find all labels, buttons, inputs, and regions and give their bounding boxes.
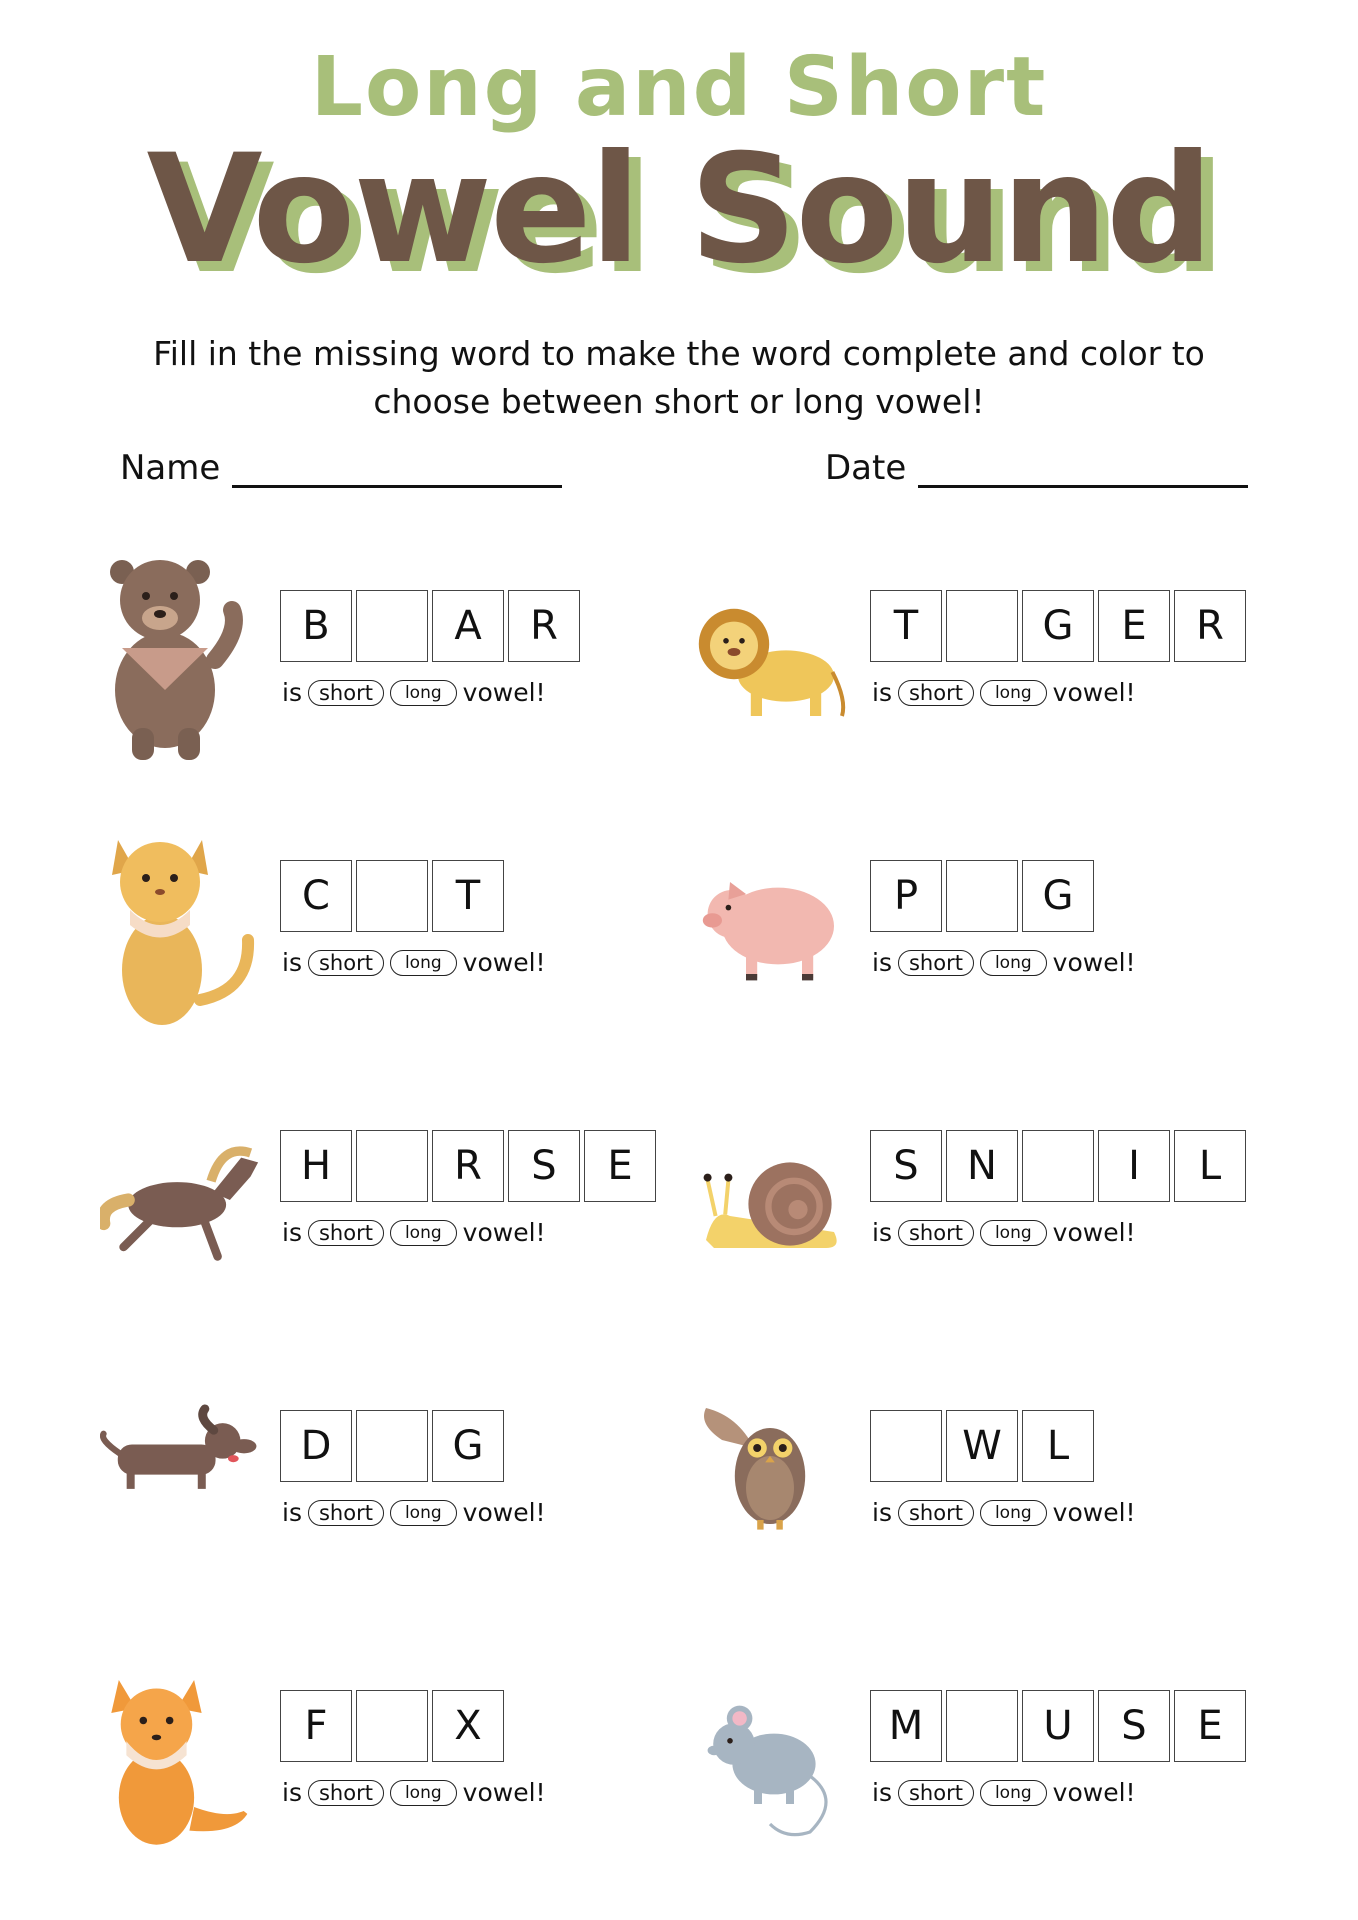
mouse-icon: [690, 1660, 850, 1860]
letter-box: E: [1098, 590, 1170, 662]
vowel-choice: [872, 678, 1136, 707]
lion-icon: [690, 560, 850, 760]
vowel-label: vowel!: [462, 1218, 546, 1247]
long-option[interactable]: long: [390, 1220, 457, 1246]
snail-icon: [690, 1100, 850, 1300]
word-boxes: [870, 1690, 1246, 1762]
letter-box: U: [1022, 1690, 1094, 1762]
letter-box: A: [432, 590, 504, 662]
is-label: is: [872, 1218, 892, 1247]
horse-icon: [100, 1100, 260, 1300]
is-label: is: [282, 1498, 302, 1527]
vowel-choice: [282, 948, 546, 977]
vowel-label: vowel!: [1052, 948, 1136, 977]
vowel-label: vowel!: [462, 1498, 546, 1527]
is-label: is: [872, 1778, 892, 1807]
long-option[interactable]: long: [390, 680, 457, 706]
title-line-2: Vowel Sound: [146, 123, 1212, 297]
word-boxes: [870, 860, 1094, 932]
vowel-label: vowel!: [462, 948, 546, 977]
letter-box: W: [946, 1410, 1018, 1482]
item-fox: [100, 1660, 720, 1860]
missing-letter-box[interactable]: [870, 1410, 942, 1482]
letter-box: G: [1022, 860, 1094, 932]
letter-box: P: [870, 860, 942, 932]
name-field: [120, 448, 562, 488]
vowel-choice: [282, 1218, 546, 1247]
missing-letter-box[interactable]: [356, 1410, 428, 1482]
missing-letter-box[interactable]: [946, 860, 1018, 932]
missing-letter-box[interactable]: [356, 860, 428, 932]
letter-box: B: [280, 590, 352, 662]
letter-box: R: [1174, 590, 1246, 662]
name-line[interactable]: [232, 449, 562, 488]
letter-box: S: [508, 1130, 580, 1202]
vowel-choice: [872, 1498, 1136, 1527]
letter-box: G: [432, 1410, 504, 1482]
letter-box: S: [870, 1130, 942, 1202]
letter-box: T: [432, 860, 504, 932]
date-field: [825, 448, 1248, 488]
vowel-choice: [282, 1498, 546, 1527]
bear-icon: [100, 560, 260, 760]
word-boxes: [280, 590, 580, 662]
long-option[interactable]: long: [980, 1500, 1047, 1526]
letter-box: C: [280, 860, 352, 932]
fox-icon: [100, 1660, 260, 1860]
long-option[interactable]: long: [980, 680, 1047, 706]
is-label: is: [282, 948, 302, 977]
is-label: is: [282, 678, 302, 707]
long-option[interactable]: long: [980, 950, 1047, 976]
missing-letter-box[interactable]: [946, 590, 1018, 662]
long-option[interactable]: long: [980, 1780, 1047, 1806]
vowel-choice: [282, 678, 546, 707]
word-boxes: [280, 1690, 504, 1762]
item-cat: [100, 830, 720, 1030]
letter-box: I: [1098, 1130, 1170, 1202]
long-option[interactable]: long: [390, 1500, 457, 1526]
short-option[interactable]: short: [898, 1220, 974, 1246]
letter-box: N: [946, 1130, 1018, 1202]
vowel-label: vowel!: [462, 1778, 546, 1807]
letter-box: L: [1022, 1410, 1094, 1482]
long-option[interactable]: long: [980, 1220, 1047, 1246]
missing-letter-box[interactable]: [356, 590, 428, 662]
item-pig: [690, 830, 1310, 1030]
vowel-label: vowel!: [1052, 678, 1136, 707]
is-label: is: [872, 948, 892, 977]
word-boxes: [280, 860, 504, 932]
item-snail: [690, 1100, 1310, 1300]
vowel-choice: [872, 948, 1136, 977]
word-boxes: [870, 1410, 1094, 1482]
owl-icon: [690, 1380, 850, 1580]
letter-box: X: [432, 1690, 504, 1762]
date-line[interactable]: [918, 449, 1248, 488]
vowel-label: vowel!: [1052, 1778, 1136, 1807]
short-option[interactable]: short: [308, 1780, 384, 1806]
vowel-label: vowel!: [462, 678, 546, 707]
word-boxes: [280, 1410, 504, 1482]
short-option[interactable]: short: [308, 1500, 384, 1526]
missing-letter-box[interactable]: [946, 1690, 1018, 1762]
short-option[interactable]: short: [898, 1780, 974, 1806]
vowel-choice: [872, 1218, 1136, 1247]
item-horse: [100, 1100, 720, 1300]
letter-box: M: [870, 1690, 942, 1762]
name-label: Name: [120, 448, 221, 488]
letter-box: T: [870, 590, 942, 662]
item-bear: [100, 560, 720, 760]
missing-letter-box[interactable]: [356, 1690, 428, 1762]
word-boxes: [870, 1130, 1246, 1202]
letter-box: R: [508, 590, 580, 662]
missing-letter-box[interactable]: [1022, 1130, 1094, 1202]
letter-box: S: [1098, 1690, 1170, 1762]
title-line-1: Long and Short: [310, 40, 1048, 135]
letter-box: G: [1022, 590, 1094, 662]
vowel-label: vowel!: [1052, 1218, 1136, 1247]
pig-icon: [690, 830, 850, 1030]
date-label: Date: [825, 448, 907, 488]
is-label: is: [872, 1498, 892, 1527]
vowel-choice: [282, 1778, 546, 1807]
letter-box: H: [280, 1130, 352, 1202]
is-label: is: [282, 1778, 302, 1807]
letter-box: L: [1174, 1130, 1246, 1202]
vowel-label: vowel!: [1052, 1498, 1136, 1527]
dog-icon: [100, 1380, 260, 1580]
short-option[interactable]: short: [898, 680, 974, 706]
letter-box: E: [584, 1130, 656, 1202]
is-label: is: [282, 1218, 302, 1247]
word-boxes: [280, 1130, 656, 1202]
item-lion: [690, 560, 1310, 760]
item-mouse: [690, 1660, 1310, 1860]
letter-box: R: [432, 1130, 504, 1202]
item-dog: [100, 1380, 720, 1580]
short-option[interactable]: short: [308, 680, 384, 706]
instructions: Fill in the missing word to make the word complete and color to choose between short or long vowel!: [153, 334, 1205, 421]
short-option[interactable]: short: [308, 1220, 384, 1246]
short-option[interactable]: short: [308, 950, 384, 976]
is-label: is: [872, 678, 892, 707]
letter-box: E: [1174, 1690, 1246, 1762]
vowel-choice: [872, 1778, 1136, 1807]
item-owl: [690, 1380, 1310, 1580]
long-option[interactable]: long: [390, 1780, 457, 1806]
word-boxes: [870, 590, 1246, 662]
short-option[interactable]: short: [898, 1500, 974, 1526]
letter-box: F: [280, 1690, 352, 1762]
short-option[interactable]: short: [898, 950, 974, 976]
long-option[interactable]: long: [390, 950, 457, 976]
missing-letter-box[interactable]: [356, 1130, 428, 1202]
letter-box: D: [280, 1410, 352, 1482]
cat-icon: [100, 830, 260, 1030]
